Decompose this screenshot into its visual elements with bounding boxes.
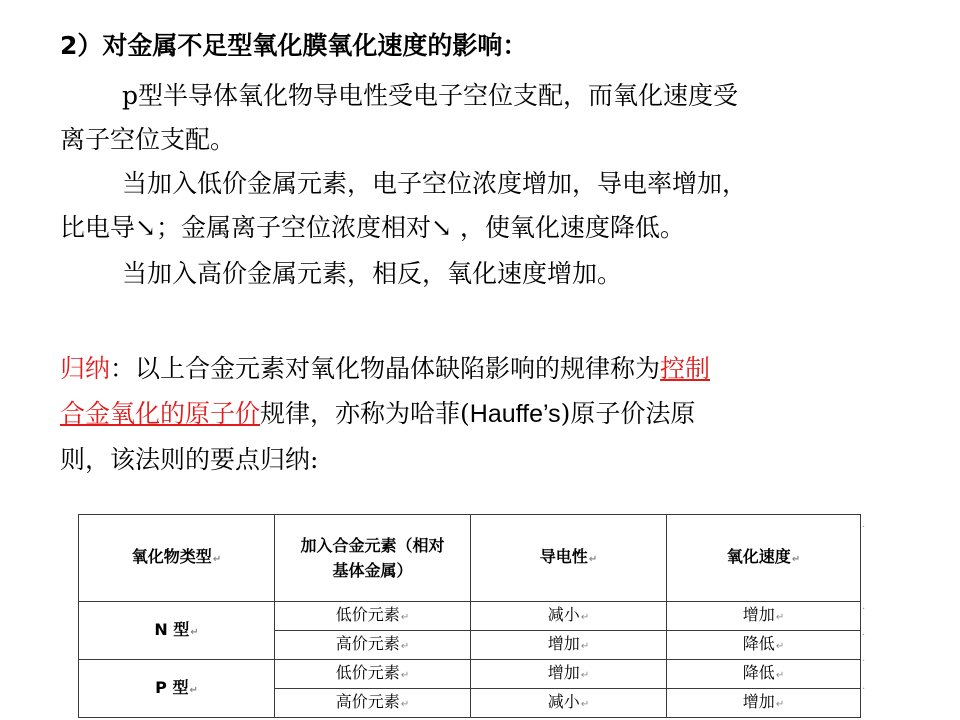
header-oxide-type: 氧化物类型↵ [79,515,275,602]
paragraph-line: 离子空位支配。 [60,125,236,154]
rule-name-link[interactable]: 合金氧化的原子价 [60,399,261,428]
row-end-mark: · [862,604,866,615]
section-heading: 2）对金属不足型氧化膜氧化速度的影响： [60,31,528,60]
summary-block [60,346,710,482]
element-cell: 低价元素↵ [275,660,471,689]
table-row [79,660,861,689]
rate-cell: 增加↵ [667,689,861,718]
row-end-mark: · [862,630,866,641]
table-header-row [79,515,861,602]
element-cell: 低价元素↵ [275,602,471,631]
element-cell: 高价元素↵ [275,631,471,660]
conductivity-cell: 减小↵ [471,689,667,718]
table-row [79,602,861,631]
row-end-mark: · [862,684,866,695]
paragraph-line: 比电导↘；金属离子空位浓度相对↘ ，使氧化速度降低。 [60,213,685,242]
header-alloy-element: 加入合金元素（相对基体金属） [275,515,471,602]
paragraph-p-type [60,74,738,162]
summary-text: 以上合金元素对氧化物晶体缺陷影响的规律称为 [135,354,661,383]
rate-cell: 增加↵ [667,602,861,631]
summary-line-2 [60,391,710,437]
header-oxidation-rate: 氧化速度↵ [667,515,861,602]
rate-cell: 降低↵ [667,631,861,660]
conductivity-cell: 减小↵ [471,602,667,631]
summary-line-3: 则，该法则的要点归纳: [60,445,319,474]
header-conductivity: 导电性↵ [471,515,667,602]
summary-label: 归纳 [60,354,111,383]
paragraph-high-valence [60,252,622,296]
paragraph-line: p型半导体氧化物导电性受电子空位支配，而氧化速度受 [122,81,739,110]
element-cell: 高价元素↵ [275,689,471,718]
summary-text: 规律，亦称为哈菲( [260,399,470,428]
valence-rule-table [78,514,861,718]
rule-name-link[interactable]: 控制 [660,354,711,383]
hauffe-name: Hauffe’s [469,400,561,428]
oxide-type-cell: P 型↵ [79,660,275,718]
oxide-type-cell: N 型↵ [79,602,275,660]
row-end-mark: · [862,656,866,667]
rate-cell: 降低↵ [667,660,861,689]
conductivity-cell: 增加↵ [471,631,667,660]
summary-colon: ： [110,354,136,383]
row-end-mark: · [862,522,866,533]
paragraph-line: 当加入高价金属元素，相反，氧化速度增加。 [122,259,623,288]
paragraph-low-valence [60,162,747,250]
conductivity-cell: 增加↵ [471,660,667,689]
summary-line-1 [60,346,710,391]
summary-text: )原子价法原 [560,399,696,428]
paragraph-line: 当加入低价金属元素，电子空位浓度增加，导电率增加， [122,169,748,198]
